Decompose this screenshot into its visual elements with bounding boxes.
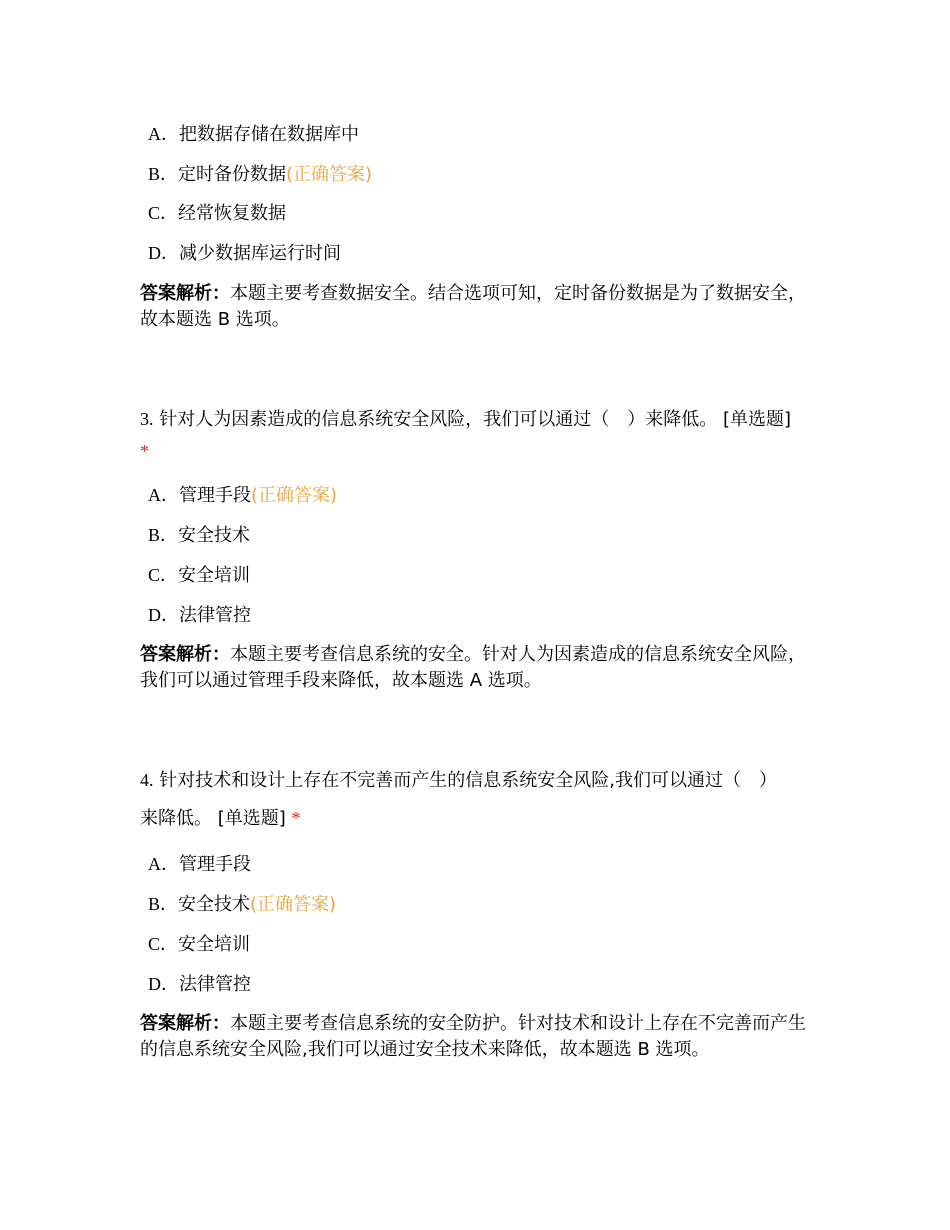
option-text: 安全培训 <box>178 934 251 955</box>
option-text: 法律管控 <box>179 605 251 626</box>
question-text: 针对技术和设计上存在不完善而产生的信息系统安全风险,我们可以通过（ ） <box>159 770 777 791</box>
analysis-text: 本题主要考查信息系统的安全。针对人为因素造成的信息系统安全风险，我们可以通过管理手段来降低，故本题选 A 选项。 <box>140 644 806 691</box>
option-letter: C． <box>148 934 179 954</box>
option-text: 安全技术 <box>178 525 251 546</box>
option-text: 法律管控 <box>179 974 251 995</box>
q2-option-d <box>148 241 341 266</box>
q4-option-c <box>148 932 250 957</box>
correct-answer-marker: (正确答案) <box>251 485 338 506</box>
option-text: 管理手段 <box>179 485 251 506</box>
required-asterisk: * <box>291 808 301 828</box>
q4-option-d <box>148 972 251 997</box>
q2-option-c <box>148 201 286 226</box>
option-letter: A． <box>148 854 179 874</box>
correct-answer-marker: (正确答案) <box>286 164 373 185</box>
option-letter: C． <box>148 203 179 223</box>
q4-analysis <box>140 1011 815 1063</box>
analysis-label: 答案解析： <box>140 644 230 665</box>
option-letter: B． <box>148 525 179 545</box>
q3-title <box>140 405 820 434</box>
q3-option-c <box>148 563 250 588</box>
option-text: 管理手段 <box>179 854 251 875</box>
q3-option-b <box>148 523 250 548</box>
q2-option-b <box>148 162 372 187</box>
q3-analysis <box>140 642 815 694</box>
q2-analysis <box>140 281 815 333</box>
option-letter: A． <box>148 485 179 505</box>
q3-required-line <box>140 438 820 465</box>
analysis-label: 答案解析： <box>140 1013 230 1034</box>
q2-option-a <box>148 122 359 147</box>
q4-option-a <box>148 852 251 877</box>
q4-title-line2 <box>140 804 820 833</box>
question-number: 4. <box>140 770 154 790</box>
option-letter: D． <box>148 974 179 994</box>
correct-answer-marker: (正确答案) <box>250 894 337 915</box>
question-text: 针对人为因素造成的信息系统安全风险，我们可以通过（ ）来降低。 [单选题] <box>159 409 791 430</box>
question-number: 3. <box>140 409 154 429</box>
q3-option-d <box>148 603 251 628</box>
option-letter: C． <box>148 565 179 585</box>
required-asterisk: * <box>140 441 149 461</box>
option-letter: D． <box>148 243 179 263</box>
analysis-text: 本题主要考查数据安全。结合选项可知，定时备份数据是为了数据安全，故本题选 B 选项。 <box>140 283 806 330</box>
option-letter: B． <box>148 164 179 184</box>
option-text: 减少数据库运行时间 <box>179 243 341 264</box>
q4-title-line1 <box>140 766 820 795</box>
option-text: 定时备份数据 <box>178 164 287 185</box>
option-text: 把数据存储在数据库中 <box>179 124 359 145</box>
option-text: 安全培训 <box>178 565 251 586</box>
option-text: 安全技术 <box>178 894 251 915</box>
q3-option-a <box>148 483 337 508</box>
option-letter: B． <box>148 894 179 914</box>
analysis-text: 本题主要考查信息系统的安全防护。针对技术和设计上存在不完善而产生的信息系统安全风险,我们可以通过安全技术来降低，故本题选 B 选项。 <box>140 1013 806 1060</box>
question-text-continued: 来降低。 [单选题] <box>140 808 286 829</box>
option-text: 经常恢复数据 <box>178 203 287 224</box>
q4-option-b <box>148 892 336 917</box>
option-letter: D． <box>148 605 179 625</box>
analysis-label: 答案解析： <box>140 283 230 304</box>
option-letter: A． <box>148 124 179 144</box>
